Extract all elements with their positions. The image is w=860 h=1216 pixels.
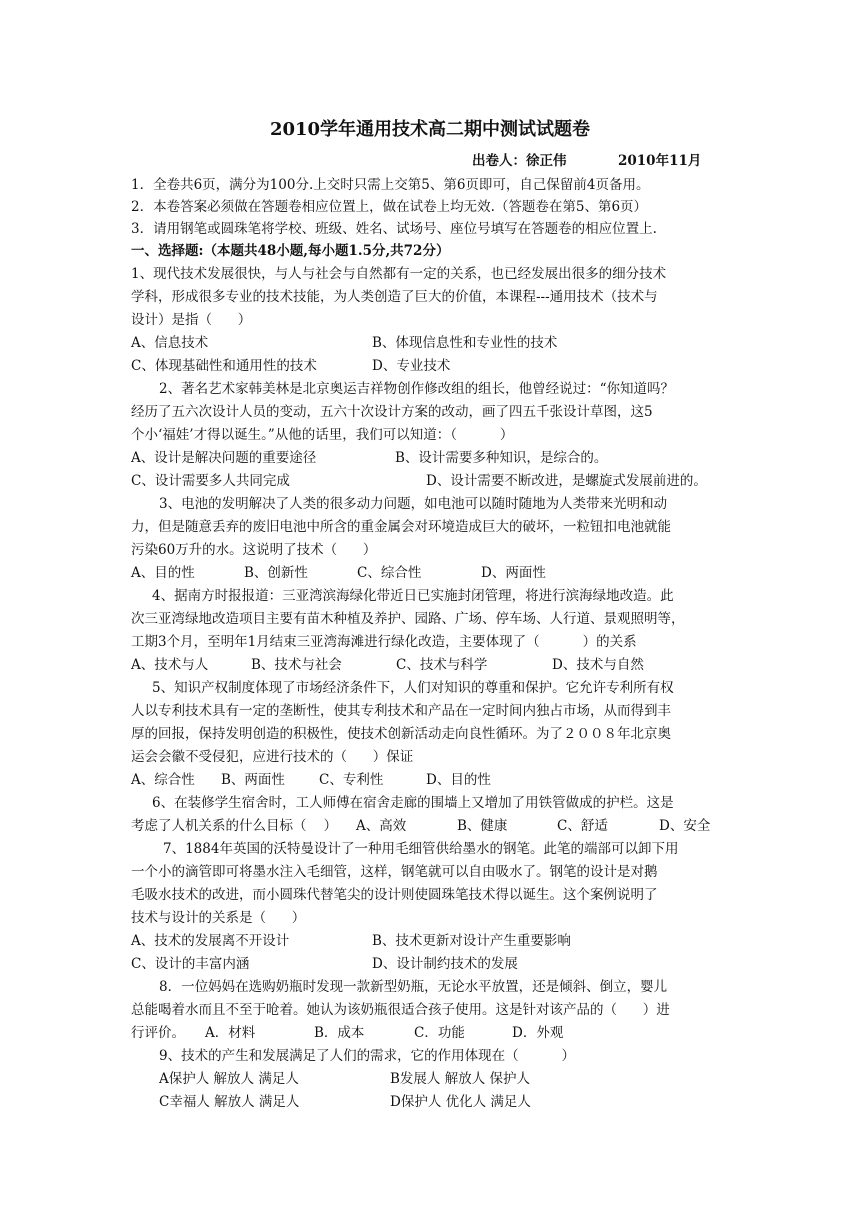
- q6-option-b: B、健康: [457, 818, 508, 834]
- q1-option-b: B、体现信息性和专业性的技术: [372, 335, 558, 351]
- exam-date: 2010年11月: [618, 153, 702, 169]
- q6-option-c: C、舒适: [557, 818, 608, 834]
- q1-stem-2: 学科，形成很多专业的技术技能，为人类创造了巨大的价值，本课程---通用技术（技术与: [131, 289, 658, 305]
- q6-option-a: A、高效: [356, 818, 407, 834]
- q7-stem-1: 7、1884年英国的沃特曼设计了一种用毛细管供给墨水的钢笔。此笔的端部可以卸下用: [163, 841, 679, 857]
- q1-stem-1: 1、现代技术发展很快，与人与社会与自然都有一定的关系，也已经发展出很多的细分技术: [131, 266, 667, 282]
- q2-stem-3: 个小‘福娃’才得以诞生。”从他的话里，我们可以知道：（ ）: [131, 427, 514, 443]
- q9-option-c: C幸福人 解放人 满足人: [159, 1094, 300, 1110]
- q4-stem-1: 4、据南方时报报道：三亚湾滨海绿化带近日已实施封闭管理，将进行滨海绿地改造。此: [152, 588, 674, 604]
- q1-option-a: A、信息技术: [131, 335, 209, 351]
- q7-stem-3: 毛吸水技术的改进，而小圆珠代替笔尖的设计则使圆珠笔技术得以诞生。这个案例说明了: [131, 887, 658, 903]
- q8-stem-2: 总能喝着水而且不至于呛着。她认为该奶瓶很适合孩子使用。这是针对该产品的（ ）进: [131, 1002, 670, 1018]
- q7-option-d: D、设计制约技术的发展: [372, 956, 518, 972]
- q4-option-d: D、技术与自然: [552, 657, 644, 673]
- q4-stem-2: 次三亚湾绿地改造项目主要有苗木种植及养护、园路、广场、停车场、人行道、景观照明等，: [131, 611, 685, 627]
- instruction-1: 1．全卷共6页，满分为100分.上交时只需上交第5、第6页即可，自己保留前4页备用。: [131, 177, 650, 193]
- q3-stem-1: 3、电池的发明解决了人类的很多动力问题，如电池可以随时随地为人类带来光明和动: [159, 496, 668, 512]
- q4-option-a: A、技术与人: [131, 657, 209, 673]
- q2-option-a: A、设计是解决问题的重要途径: [131, 450, 317, 466]
- q1-option-d: D、专业技术: [372, 358, 451, 374]
- q8-option-a: A．材料: [205, 1025, 256, 1041]
- q6-option-d: D、安全: [659, 818, 711, 834]
- q3-stem-2: 力，但是随意丢弃的废旧电池中所含的重金属会对环境造成巨大的破坏，一粒钮扣电池就能: [131, 519, 671, 535]
- q2-stem-1: 2、著名艺术家韩美林是北京奥运吉祥物创作修改组的组长，他曾经说过：“你知道吗？: [159, 381, 674, 397]
- section-heading: 一、选择题:（本题共48小题,每小题1.5分,共72分）: [131, 243, 450, 259]
- q8-option-b: B．成本: [314, 1025, 365, 1041]
- q5-stem-4: 运会会徽不受侵犯，应进行技术的（ ）保证: [131, 749, 414, 765]
- q2-option-c: C、设计需要多人共同完成: [131, 473, 290, 489]
- q3-option-b: B、创新性: [244, 565, 308, 581]
- page-title: 2010学年通用技术高二期中测试试题卷: [269, 119, 591, 140]
- q2-option-b: B、设计需要多种知识，是综合的。: [395, 450, 608, 466]
- q5-stem-2: 人以专利技术具有一定的垄断性，使其专利技术和产品在一定时间内独占市场，从而得到丰: [131, 703, 671, 719]
- q9-stem-1: 9、技术的产生和发展满足了人们的需求，它的作用体现在（ ）: [159, 1048, 576, 1064]
- q9-option-b: B发展人 解放人 保护人: [390, 1071, 531, 1087]
- q9-option-d: D保护人 优化人 满足人: [390, 1094, 531, 1110]
- q8-option-d: D．外观: [512, 1025, 564, 1041]
- q3-option-d: D、两面性: [481, 565, 546, 581]
- q5-option-d: D、目的性: [426, 772, 491, 788]
- q4-option-c: C、技术与科学: [396, 657, 488, 673]
- q4-option-b: B、技术与社会: [251, 657, 342, 673]
- q7-stem-4: 技术与设计的关系是（ ）: [131, 910, 306, 926]
- q8-stem-3: 行评价。: [131, 1025, 185, 1041]
- q3-stem-3: 污染60万升的水。这说明了技术（ ）: [131, 542, 377, 558]
- q3-option-c: C、综合性: [357, 565, 422, 581]
- q7-option-c: C、设计的丰富内涵: [131, 956, 250, 972]
- q4-stem-3: 工期3个月，至明年1月结束三亚湾海滩进行绿化改造，主要体现了（ ）的关系: [131, 634, 637, 650]
- q8-stem-1: 8．一位妈妈在选购奶瓶时发现一款新型奶瓶，无论水平放置，还是倾斜、倒立，婴儿: [159, 979, 668, 995]
- q5-stem-3: 厚的回报，保持发明创造的积极性，使技术创新活动走向良性循环。为了２００８年北京奥: [131, 726, 671, 742]
- q7-stem-2: 一个小的滴管即可将墨水注入毛细管，这样，钢笔就可以自由吸水了。钢笔的设计是对鹅: [131, 864, 658, 880]
- q1-stem-3: 设计）是指（ ）: [131, 312, 252, 328]
- q8-option-c: C．功能: [414, 1025, 465, 1041]
- q5-stem-1: 5、知识产权制度体现了市场经济条件下，人们对知识的尊重和保护。它允许专利所有权: [152, 680, 674, 696]
- q1-option-c: C、体现基础性和通用性的技术: [131, 358, 317, 374]
- instruction-2: 2．本卷答案必须做在答题卷相应位置上，做在试卷上均无效.（答题卷在第5、第6页）: [131, 199, 648, 215]
- q2-stem-2: 经历了五六次设计人员的变动，五六十次设计方案的改动，画了四五千张设计草图，这5: [131, 404, 653, 420]
- q5-option-a: A、综合性: [131, 772, 195, 788]
- q9-option-a: A保护人 解放人 满足人: [159, 1071, 299, 1087]
- q3-option-a: A、目的性: [131, 565, 195, 581]
- q6-stem-2: 考虑了人机关系的什么目标（ ）: [131, 818, 338, 834]
- author-label: 出卷人：徐正伟: [472, 153, 567, 169]
- q7-option-a: A、技术的发展离不开设计: [131, 933, 290, 949]
- instruction-3: 3．请用钢笔或圆珠笔将学校、班级、姓名、试场号、座位号填写在答题卷的相应位置上.: [131, 221, 657, 237]
- q7-option-b: B、技术更新对设计产生重要影响: [372, 933, 571, 949]
- q2-option-d: D、设计需要不断改进，是螺旋式发展前进的。: [426, 473, 707, 489]
- q5-option-c: C、专利性: [319, 772, 384, 788]
- q6-stem-1: 6、在装修学生宿舍时，工人师傅在宿舍走廊的围墙上又增加了用铁管做成的护栏。这是: [152, 795, 674, 811]
- q5-option-b: B、两面性: [221, 772, 285, 788]
